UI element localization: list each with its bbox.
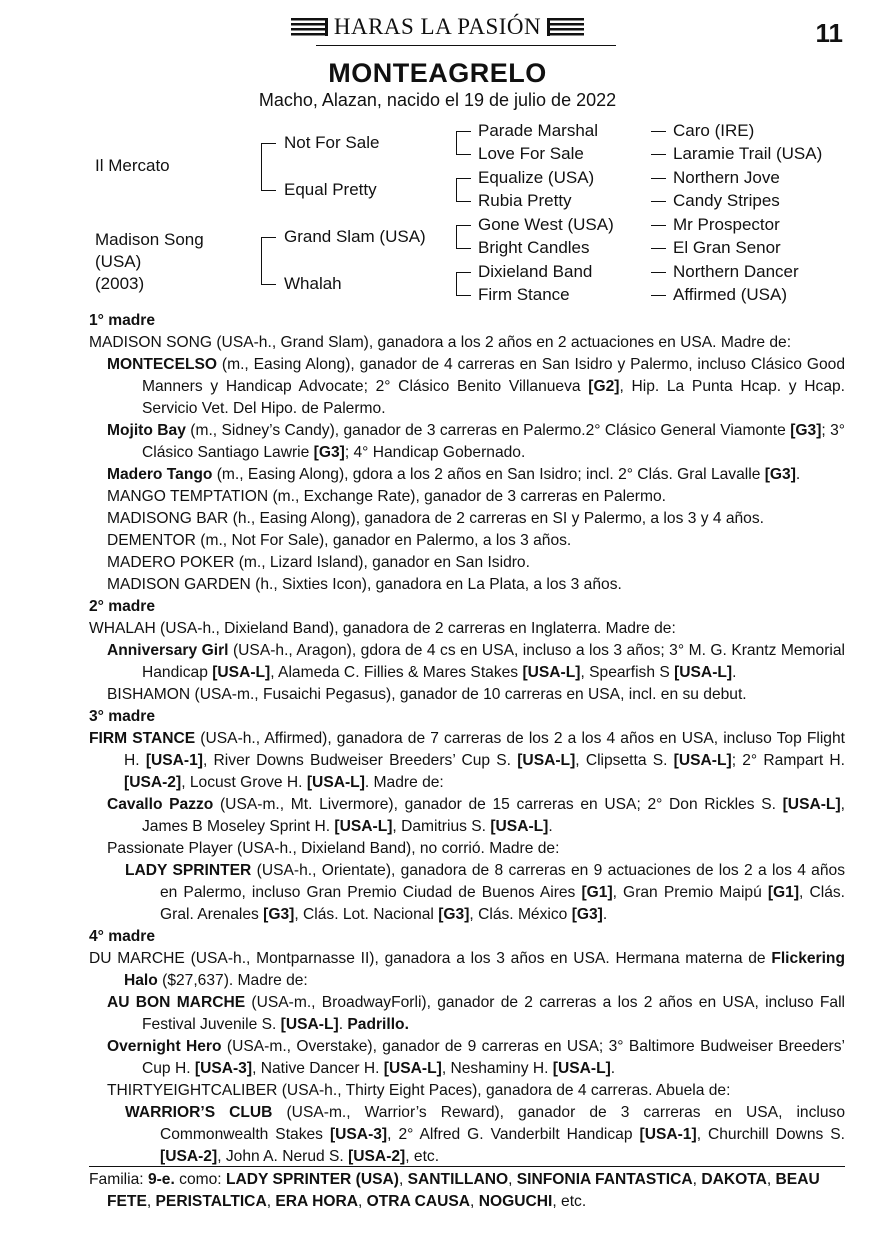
bracket-g3-1 bbox=[456, 131, 471, 155]
entry: LADY SPRINTER (USA-h., Orientate), ganadora de 8 carreras en 9 actuaciones de los 2 a los 4 años en Palermo, incluso Gran Premio Ciudad de Buenos Aires [G1], Gran Premio Maipú [G1], Clás. Gral. Arenales [G3], Clás. Lot. Nacional [G3], Clás. México [G3]. bbox=[125, 862, 845, 923]
entry: MADISON SONG (USA-h., Grand Slam), ganadora a los 2 años en 2 actuaciones en USA. Madre de: bbox=[89, 334, 792, 351]
gen3-4: Rubia Pretty bbox=[478, 191, 572, 210]
gen3-7: Dixieland Band bbox=[478, 262, 593, 281]
dash-2 bbox=[651, 154, 666, 155]
dash-7 bbox=[651, 272, 666, 273]
entry: FIRM STANCE (USA-h., Affirmed), ganadora de 7 carreras de los 2 a los 4 años en USA, incluso Top Flight H. [USA-1], River Downs Budweiser Breeders’ Cup S. [USA-L], Clipsetta S. [USA-L]; 2° Rampart H. [USA-2], Locust Grove H. [USA-L]. Madre de: bbox=[89, 730, 845, 791]
gen3-8: Firm Stance bbox=[478, 285, 570, 304]
bracket-g3-4 bbox=[456, 272, 471, 296]
bracket-g3-2 bbox=[456, 178, 471, 202]
gen4-2: Laramie Trail (USA) bbox=[673, 144, 823, 163]
gen4-6: El Gran Senor bbox=[673, 238, 781, 257]
brand-name: HARAS LA PASIÓN bbox=[333, 14, 542, 39]
dash-4 bbox=[651, 201, 666, 202]
entry: DEMENTOR (m., Not For Sale), ganador en Palermo, a los 3 años. bbox=[107, 532, 572, 549]
entry: Anniversary Girl (USA-h., Aragon), gdora de 4 cs en USA, incluso a los 3 años; 3° M. G. Krantz Memorial Handicap [USA-L], Alameda C. Fillies & Mares Stakes [USA-L], Spearfish S [USA-L]. bbox=[107, 642, 845, 681]
brand-bars-left-icon bbox=[291, 18, 328, 36]
bracket-dam bbox=[261, 237, 276, 285]
entry: MANGO TEMPTATION (m., Exchange Rate), ganador de 3 carreras en Palermo. bbox=[107, 488, 666, 505]
bracket-g3-3 bbox=[456, 225, 471, 249]
entry: MADISONG BAR (h., Easing Along), ganadora de 2 carreras en SI y Palermo, a los 3 y 4 años. bbox=[107, 510, 764, 527]
gen4-1: Caro (IRE) bbox=[673, 121, 755, 140]
sire-sire: Not For Sale bbox=[284, 133, 380, 152]
horse-name: MONTEAGRELO bbox=[328, 58, 547, 88]
gen4-8: Affirmed (USA) bbox=[673, 285, 787, 304]
entry: Overnight Hero (USA-m., Overstake), ganador de 9 carreras en USA; 3° Baltimore Budweiser Breeders’ Cup H. [USA-3], Native Dancer H. [USA-L], Neshaminy H. [USA-L]. bbox=[107, 1038, 845, 1077]
gen3-1: Parade Marshal bbox=[478, 121, 599, 140]
bracket-sire bbox=[261, 143, 276, 191]
entry: Cavallo Pazzo (USA-m., Mt. Livermore), ganador de 15 carreras en USA; 2° Don Rickles S. [USA-L], James B Moseley Sprint H. [USA-L], Damitrius S. [USA-L]. bbox=[107, 796, 845, 835]
sire-dam: Equal Pretty bbox=[284, 180, 377, 199]
gen4-4: Candy Stripes bbox=[673, 191, 780, 210]
family-line: Familia: 9-e. como: LADY SPRINTER (USA), SANTILLANO, SINFONIA FANTASTICA, DAKOTA, BEAU FETE, PERISTALTICA, ERA HORA, OTRA CAUSA, NOGUCHI, etc. bbox=[89, 1171, 820, 1210]
section-heading: 1° madre bbox=[89, 312, 156, 329]
dam-name: Madison Song bbox=[95, 230, 204, 249]
entry: MONTECELSO (m., Easing Along), ganador de 4 carreras en San Isidro y Palermo, incluso Clásico Good Manners y Handicap Advocate; 2° Clásico Benito Villanueva [G2], Hip. La Punta Hcap. y Hcap. Servicio Vet. Del Hipo. de Palermo. bbox=[107, 356, 845, 417]
section-heading: 2° madre bbox=[89, 598, 156, 615]
gen3-6: Bright Candles bbox=[478, 238, 590, 257]
gen4-7: Northern Dancer bbox=[673, 262, 799, 281]
gen4-3: Northern Jove bbox=[673, 168, 780, 187]
page-number: 11 bbox=[815, 18, 843, 48]
dash-5 bbox=[651, 225, 666, 226]
brand-logo bbox=[291, 14, 584, 40]
family-label: Familia: bbox=[89, 1171, 144, 1188]
entry: AU BON MARCHE (USA-m., BroadwayForli), ganador de 2 carreras a los 2 años en USA, incluso Fall Festival Juvenile S. [USA-L]. Padrillo. bbox=[107, 994, 845, 1033]
entry: Madero Tango (m., Easing Along), gdora a los 2 años en San Isidro; incl. 2° Clás. Gral Lavalle [G3]. bbox=[107, 466, 801, 483]
header bbox=[0, 14, 875, 41]
dam-year: (2003) bbox=[95, 274, 145, 293]
dam-dam: Whalah bbox=[284, 274, 342, 293]
section-heading: 4° madre bbox=[89, 928, 156, 945]
sire: Il Mercato bbox=[95, 156, 170, 175]
dash-3 bbox=[651, 178, 666, 179]
dash-8 bbox=[651, 295, 666, 296]
entry: WARRIOR’S CLUB (USA-m., Warrior’s Reward), ganador de 3 carreras en USA, incluso Commonwealth Stakes [USA-3], 2° Alfred G. Vanderbilt Handicap [USA-1], Churchill Downs S. [USA-2], John A. Nerud S. [USA-2], etc. bbox=[125, 1104, 845, 1165]
dam-sire: Grand Slam (USA) bbox=[284, 227, 426, 246]
gen3-5: Gone West (USA) bbox=[478, 215, 614, 234]
brand-bars-right-icon bbox=[547, 18, 584, 36]
gen4-5: Mr Prospector bbox=[673, 215, 780, 234]
entry: BISHAMON (USA-m., Fusaichi Pegasus), ganador de 10 carreras en USA, incl. en su debut. bbox=[107, 686, 747, 703]
brand-underline bbox=[316, 45, 616, 46]
entry: MADISON GARDEN (h., Sixties Icon), ganadora en La Plata, a los 3 años. bbox=[107, 576, 622, 593]
entry: THIRTYEIGHTCALIBER (USA-h., Thirty Eight Paces), ganadora de 4 carreras. Abuela de: bbox=[107, 1082, 731, 1099]
family-footer bbox=[89, 1166, 845, 1213]
entry: WHALAH (USA-h., Dixieland Band), ganadora de 2 carreras en Inglaterra. Madre de: bbox=[89, 620, 676, 637]
entry: MADERO POKER (m., Lizard Island), ganador en San Isidro. bbox=[107, 554, 530, 571]
section-heading: 3° madre bbox=[89, 708, 156, 725]
produce-record bbox=[89, 310, 845, 1168]
horse-description: Macho, Alazan, nacido el 19 de julio de 2022 bbox=[258, 90, 617, 110]
entry: Passionate Player (USA-h., Dixieland Band), no corrió. Madre de: bbox=[107, 840, 560, 857]
dash-1 bbox=[651, 131, 666, 132]
gen3-2: Love For Sale bbox=[478, 144, 584, 163]
gen3-3: Equalize (USA) bbox=[478, 168, 595, 187]
dam-country: (USA) bbox=[95, 252, 142, 271]
entry: Mojito Bay (m., Sidney’s Candy), ganador de 3 carreras en Palermo.2° Clásico General Viamonte [G3]; 3° Clásico Santiago Lawrie [G3]; 4° Handicap Gobernado. bbox=[107, 422, 846, 461]
dash-6 bbox=[651, 248, 666, 249]
entry: DU MARCHE (USA-h., Montparnasse II), ganadora a los 3 años en USA. Hermana materna de Flickering Halo ($27,637). Madre de: bbox=[89, 950, 845, 989]
